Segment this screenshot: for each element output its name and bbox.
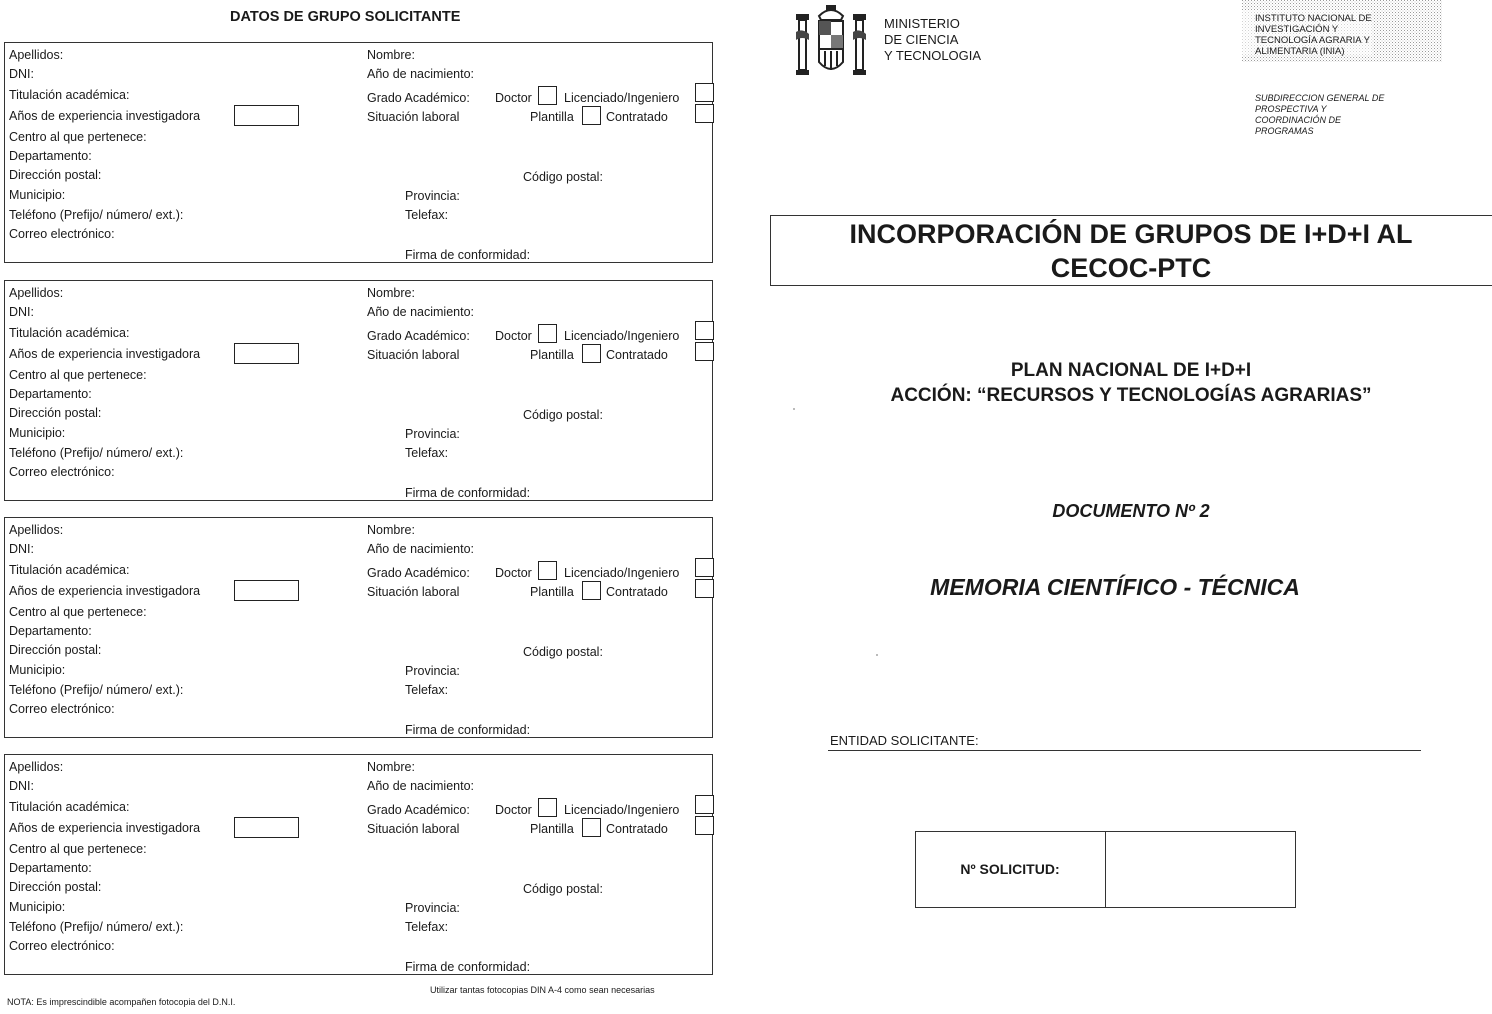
correo-label: Correo electrónico: <box>9 465 115 479</box>
contratado-label: Contratado <box>606 110 668 124</box>
telefono-label: Teléfono (Prefijo/ número/ ext.): <box>9 446 184 460</box>
applicant-block-2 <box>4 280 713 501</box>
nacimiento-label: Año de nacimiento: <box>367 779 475 793</box>
nacimiento-label: Año de nacimiento: <box>367 305 475 319</box>
apellidos-label: Apellidos: <box>9 286 64 300</box>
municipio-label: Municipio: <box>9 900 66 914</box>
experiencia-label: Años de experiencia investigadora <box>9 584 201 598</box>
nombre-label: Nombre: <box>367 286 415 300</box>
direccion-label: Dirección postal: <box>9 406 102 420</box>
grado-label: Grado Académico: <box>367 566 470 580</box>
telefono-label: Teléfono (Prefijo/ número/ ext.): <box>9 683 184 697</box>
doctor-checkbox[interactable] <box>538 86 557 105</box>
direccion-label: Dirección postal: <box>9 643 102 657</box>
applicant-block-3 <box>4 517 713 738</box>
entity-line <box>828 750 1421 751</box>
doctor-label: Doctor <box>495 329 532 343</box>
contratado-label: Contratado <box>606 585 668 599</box>
dni-label: DNI: <box>9 779 34 793</box>
nombre-label: Nombre: <box>367 760 415 774</box>
main-title-line-2: CECOC-PTC <box>1050 253 1212 283</box>
centro-label: Centro al que pertenece: <box>9 605 147 619</box>
firma-label: Firma de conformidad: <box>405 486 531 500</box>
contratado-checkbox[interactable] <box>695 342 714 361</box>
grado-label: Grado Académico: <box>367 329 470 343</box>
licenciado-label: Licenciado/Ingeniero <box>564 566 680 580</box>
experiencia-label: Años de experiencia investigadora <box>9 347 201 361</box>
experiencia-label: Años de experiencia investigadora <box>9 821 201 835</box>
situacion-label: Situación laboral <box>367 110 460 124</box>
plantilla-label: Plantilla <box>530 348 574 362</box>
situacion-label: Situación laboral <box>367 348 460 362</box>
plantilla-checkbox[interactable] <box>582 818 601 837</box>
experiencia-input[interactable] <box>234 343 299 364</box>
entity-label: ENTIDAD SOLICITANTE: <box>830 733 979 748</box>
titulacion-label: Titulación académica: <box>9 326 130 340</box>
applicant-block-4 <box>4 754 713 975</box>
licenciado-checkbox[interactable] <box>695 558 714 577</box>
provincia-label: Provincia: <box>405 189 460 203</box>
contratado-label: Contratado <box>606 822 668 836</box>
direccion-label: Dirección postal: <box>9 880 102 894</box>
situacion-label: Situación laboral <box>367 585 460 599</box>
dni-label: DNI: <box>9 542 34 556</box>
contratado-checkbox[interactable] <box>695 816 714 835</box>
municipio-label: Municipio: <box>9 188 66 202</box>
firma-label: Firma de conformidad: <box>405 960 531 974</box>
telefax-label: Telefax: <box>405 683 449 697</box>
nacimiento-label: Año de nacimiento: <box>367 67 475 81</box>
situacion-label: Situación laboral <box>367 822 460 836</box>
contratado-checkbox[interactable] <box>695 579 714 598</box>
apellidos-label: Apellidos: <box>9 760 64 774</box>
plantilla-checkbox[interactable] <box>582 106 601 125</box>
institute-name: INSTITUTO NACIONAL DE INVESTIGACIÓN Y TECNOLOGÍA AGRARIA Y ALIMENTARIA (INIA) <box>1255 13 1372 57</box>
provincia-label: Provincia: <box>405 901 460 915</box>
left-form-title: DATOS DE GRUPO SOLICITANTE <box>230 9 461 25</box>
correo-label: Correo electrónico: <box>9 227 115 241</box>
scan-speck <box>793 408 795 410</box>
scan-speck <box>876 654 878 656</box>
application-number-field[interactable] <box>1106 832 1295 907</box>
plantilla-checkbox[interactable] <box>582 344 601 363</box>
plantilla-label: Plantilla <box>530 110 574 124</box>
licenciado-checkbox[interactable] <box>695 321 714 340</box>
footer-note-dni: NOTA: Es imprescindible acompañen fotocopia del D.N.I. <box>7 997 236 1007</box>
nacimiento-label: Año de nacimiento: <box>367 542 475 556</box>
correo-label: Correo electrónico: <box>9 939 115 953</box>
memoria-title: MEMORIA CIENTÍFICO - TÉCNICA <box>930 574 1300 600</box>
correo-label: Correo electrónico: <box>9 702 115 716</box>
telefax-label: Telefax: <box>405 208 449 222</box>
firma-label: Firma de conformidad: <box>405 723 531 737</box>
direccion-label: Dirección postal: <box>9 168 102 182</box>
municipio-label: Municipio: <box>9 426 66 440</box>
subdirection-name: SUBDIRECCION GENERAL DE PROSPECTIVA Y COORDINACIÓN DE PROGRAMAS <box>1255 93 1385 136</box>
provincia-label: Provincia: <box>405 427 460 441</box>
main-title-line-1: INCORPORACIÓN DE GRUPOS DE I+D+I AL <box>849 219 1413 249</box>
codigo-label: Código postal: <box>523 882 603 896</box>
departamento-label: Departamento: <box>9 387 92 401</box>
telefono-label: Teléfono (Prefijo/ número/ ext.): <box>9 208 184 222</box>
apellidos-label: Apellidos: <box>9 48 64 62</box>
experiencia-input[interactable] <box>234 817 299 838</box>
centro-label: Centro al que pertenece: <box>9 368 147 382</box>
departamento-label: Departamento: <box>9 861 92 875</box>
nombre-label: Nombre: <box>367 48 415 62</box>
titulacion-label: Titulación académica: <box>9 563 130 577</box>
nombre-label: Nombre: <box>367 523 415 537</box>
document-number: DOCUMENTO Nº 2 <box>1052 501 1210 521</box>
plantilla-checkbox[interactable] <box>582 581 601 600</box>
doctor-label: Doctor <box>495 91 532 105</box>
doctor-label: Doctor <box>495 803 532 817</box>
departamento-label: Departamento: <box>9 149 92 163</box>
firma-label: Firma de conformidad: <box>405 248 531 262</box>
doctor-checkbox[interactable] <box>538 798 557 817</box>
codigo-label: Código postal: <box>523 645 603 659</box>
experiencia-label: Años de experiencia investigadora <box>9 109 201 123</box>
grado-label: Grado Académico: <box>367 803 470 817</box>
licenciado-checkbox[interactable] <box>695 83 714 102</box>
licenciado-label: Licenciado/Ingeniero <box>564 803 680 817</box>
doctor-checkbox[interactable] <box>538 561 557 580</box>
titulacion-label: Titulación académica: <box>9 88 130 102</box>
experiencia-input[interactable] <box>234 105 299 126</box>
coat-of-arms-icon <box>793 2 869 78</box>
ministry-name: MINISTERIO DE CIENCIA Y TECNOLOGIA <box>884 16 982 63</box>
doctor-label: Doctor <box>495 566 532 580</box>
codigo-label: Código postal: <box>523 170 603 184</box>
municipio-label: Municipio: <box>9 663 66 677</box>
footer-note-copies: Utilizar tantas fotocopias DIN A-4 como sean necesarias <box>430 985 655 995</box>
provincia-label: Provincia: <box>405 664 460 678</box>
telefax-label: Telefax: <box>405 446 449 460</box>
plantilla-label: Plantilla <box>530 585 574 599</box>
centro-label: Centro al que pertenece: <box>9 130 147 144</box>
contratado-label: Contratado <box>606 348 668 362</box>
apellidos-label: Apellidos: <box>9 523 64 537</box>
licenciado-label: Licenciado/Ingeniero <box>564 329 680 343</box>
codigo-label: Código postal: <box>523 408 603 422</box>
grado-label: Grado Académico: <box>367 91 470 105</box>
dni-label: DNI: <box>9 67 34 81</box>
experiencia-input[interactable] <box>234 580 299 601</box>
licenciado-checkbox[interactable] <box>695 795 714 814</box>
action-title: ACCIÓN: “RECURSOS Y TECNOLOGÍAS AGRARIAS” <box>890 385 1372 406</box>
departamento-label: Departamento: <box>9 624 92 638</box>
doctor-checkbox[interactable] <box>538 324 557 343</box>
applicant-block-1 <box>4 42 713 263</box>
dni-label: DNI: <box>9 305 34 319</box>
telefono-label: Teléfono (Prefijo/ número/ ext.): <box>9 920 184 934</box>
plan-title: PLAN NACIONAL DE I+D+I <box>1010 360 1252 381</box>
contratado-checkbox[interactable] <box>695 104 714 123</box>
licenciado-label: Licenciado/Ingeniero <box>564 91 680 105</box>
application-number-label: Nº SOLICITUD: <box>960 861 1060 877</box>
titulacion-label: Titulación académica: <box>9 800 130 814</box>
plantilla-label: Plantilla <box>530 822 574 836</box>
centro-label: Centro al que pertenece: <box>9 842 147 856</box>
telefax-label: Telefax: <box>405 920 449 934</box>
